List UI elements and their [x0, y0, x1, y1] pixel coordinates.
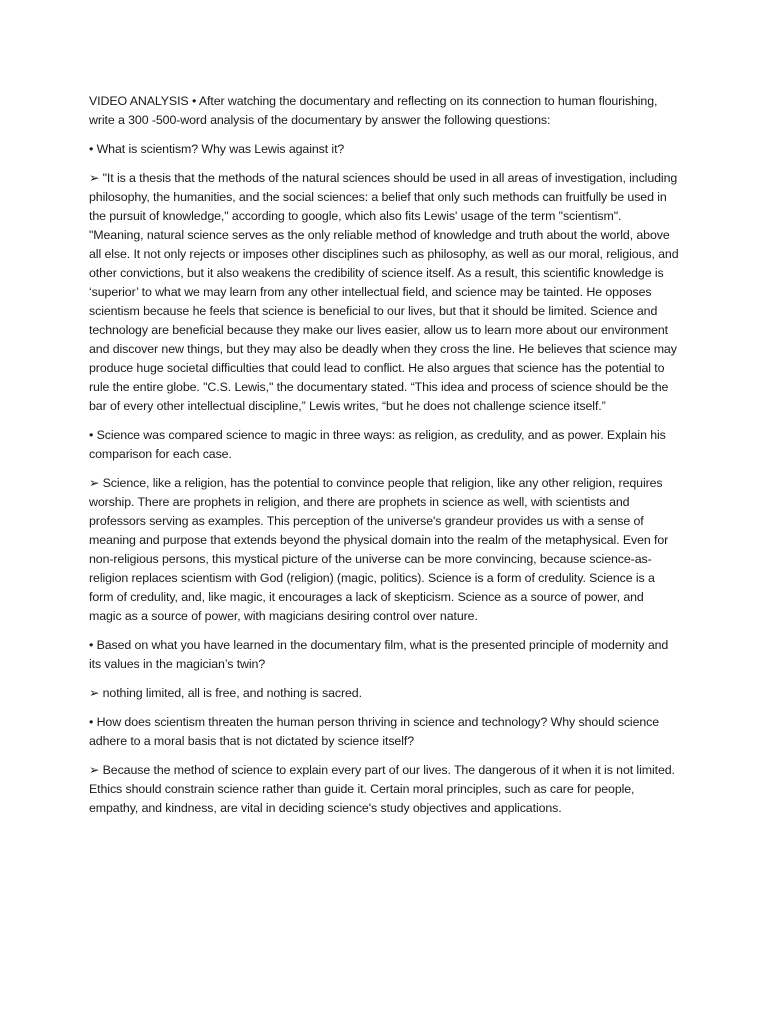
question-2: • Science was compared science to magic in three ways: as religion, as credulity, and as power. Explain his comparison for each case. — [89, 428, 666, 461]
answer-4: ➢ Because the method of science to explain every part of our lives. The dangerous of it when it is not limited. Ethics should constrain science rather than guide it. Certain moral principles, such as care for people, empathy, and kindness, are vital in deciding science's study objectives and applications. — [89, 763, 675, 815]
document-body — [89, 92, 679, 828]
question-4: • How does scientism threaten the human person thriving in science and technology? Why should science adhere to a moral basis that is not dictated by science itself? — [89, 715, 660, 748]
intro-paragraph: VIDEO ANALYSIS • After watching the documentary and reflecting on its connection to human flourishing, write a 300 -500-word analysis of the documentary by answer the following questions: — [89, 94, 658, 127]
question-3: • Based on what you have learned in the documentary film, what is the presented principle of modernity and its values in the magician’s twin? — [89, 638, 669, 671]
answer-3: ➢ nothing limited, all is free, and nothing is sacred. — [89, 686, 362, 700]
answer-2: ➢ Science, like a religion, has the potential to convince people that religion, like any other religion, requires worship. There are prophets in religion, and there are prophets in science as well, with scientists and professors serving as examples. This perception of the universe's grandeur provides us with a sense of meaning and purpose that extends beyond the physical domain into the realm of the metaphysical. Even for non-religious persons, this mystical picture of the universe can be more convincing, because science-as-religion replaces scientism with God (religion) (magic, politics). Science is a form of credulity. Science is a form of credulity, and, like magic, it encourages a lack of skepticism. Science as a source of power, and magic as a source of power, with magicians desiring control over nature. — [89, 476, 669, 623]
question-1: • What is scientism? Why was Lewis against it? — [89, 142, 345, 156]
answer-1: ➢ "It is a thesis that the methods of the natural sciences should be used in all areas of investigation, including philosophy, the humanities, and the social sciences: a belief that only such methods can fruitfully be used in the pursuit of knowledge," according to google, which also fits Lewis' usage of the term "scientism". "Meaning, natural science serves as the only reliable method of knowledge and truth about the world, above all else. It not only rejects or imposes other disciplines such as philosophy, as well as our moral, religious, and other convictions, but it also weakens the credibility of science itself. As a result, this scientific knowledge is ‘superior’ to what we may learn from any other intellectual field, and science may be tainted. He opposes scientism because he feels that science is beneficial to our lives, but that it should be limited. Science and technology are beneficial because they make our lives easier, allow us to learn more about our environment and discover new things, but they may also be deadly when they cross the line. He believes that science may produce huge societal difficulties that could lead to conflict. He also argues that science has the potential to rule the entire globe. "C.S. Lewis," the documentary stated. “This idea and process of science should be the bar of every other intellectual discipline,” Lewis writes, “but he does not challenge science itself.” — [89, 171, 679, 413]
